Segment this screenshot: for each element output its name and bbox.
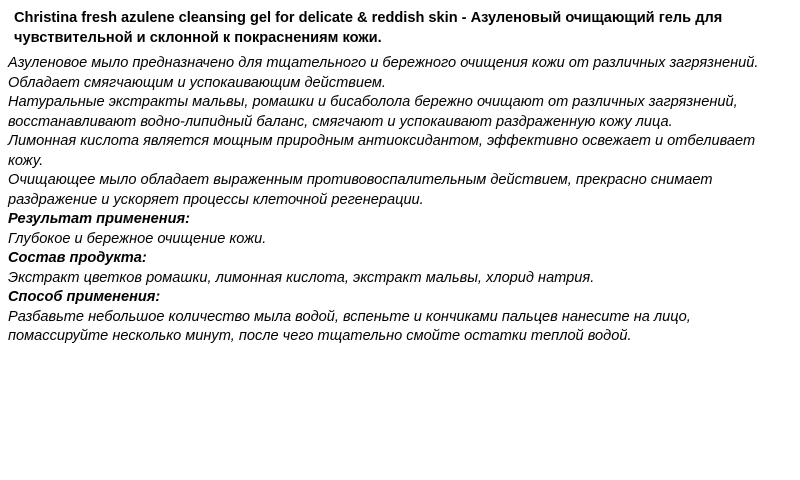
usage-heading: Способ применения: bbox=[8, 289, 161, 305]
description-paragraph-extracts: Натуральные экстракты мальвы, ромашки и бисаболола бережно очищают от различных загрязнений, восстанавливают водно-липидный баланс, смягчают и успокаивают раздраженную кожу лица. bbox=[8, 94, 738, 130]
result-text: Глубокое и бережное очищение кожи. bbox=[8, 230, 267, 247]
composition-text: Экстракт цветков ромашки, лимонная кислота, экстракт мальвы, хлорид натрия. bbox=[8, 269, 595, 286]
description-paragraph-citric-acid: Лимонная кислота является мощным природным антиоксидантом, эффективно освежает и отбеливает кожу. bbox=[8, 133, 756, 169]
product-title: Christina fresh azulene cleansing gel for delicate & reddish skin - Азуленовый очищающий гель для чувствительной и склонной к покраснениям кожи. bbox=[14, 10, 723, 46]
composition-heading: Состав продукта: bbox=[8, 250, 147, 266]
description-paragraph-anti-inflammatory: Очищающее мыло обладает выраженным противовоспалительным действием, прекрасно снимает раздражение и ускоряет процессы клеточной регенерации. bbox=[8, 172, 713, 208]
description-paragraph-intro: Азуленовое мыло предназначено для тщательного и бережного очищения кожи от различных загрязнений. Обладает смягчающим и успокаивающим действием. bbox=[8, 55, 759, 91]
description-body bbox=[8, 54, 793, 347]
result-heading: Результат применения: bbox=[8, 211, 190, 227]
usage-text: Разбавьте небольшое количество мыла водой, вспеньте и кончиками пальцев нанесите на лицо, помассируйте несколько минут, после чего тщательно смойте остатки теплой водой. bbox=[8, 308, 691, 344]
